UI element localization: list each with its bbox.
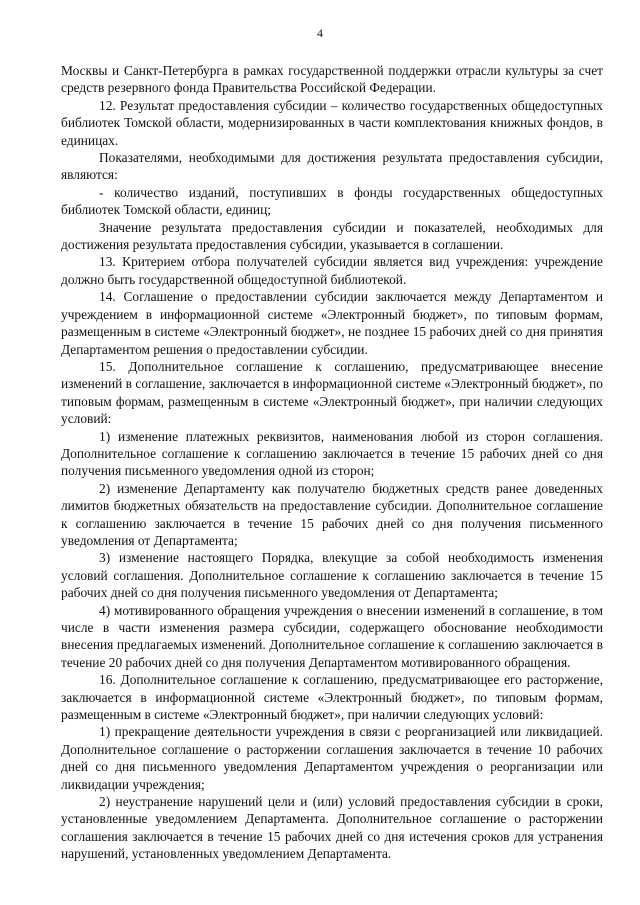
paragraph-p7: 15. Дополнительное соглашение к соглашению, предусматривающее внесение изменений в соглашение, заключается в информационной системе «Электронный бюджет», по типовым формам, размещенным в системе «Электронный бюджет», при наличии следующих условий:: [61, 358, 603, 427]
paragraph-p8: 1) изменение платежных реквизитов, наименования любой из сторон соглашения. Дополнительное соглашение к соглашению заключается в течение 15 рабочих дней со дня получения письменного уведомления одной из сторон;: [61, 428, 603, 479]
paragraph-p13: 1) прекращение деятельности учреждения в связи с реорганизацией или ликвидацией. Дополнительное соглашение о расторжении соглашения заключается в течение 10 рабочих дней со дня письменного уведомления Департаментом учреждения о реорганизации или ликвидации учреждения;: [61, 724, 603, 792]
paragraph-p9: 2) изменение Департаменту как получателю бюджетных средств ранее доведенных лимитов бюджетных обязательств на предоставление субсидии. Дополнительное соглашение к соглашению заключается в течение 15 рабочих дней со дня получения письменного уведомления от Департамента;: [61, 480, 603, 548]
paragraph-p11: 4) мотивированного обращения учреждения о внесении изменений в соглашение, в том числе в части изменения размера субсидии, содержащего обоснование необходимости внесения предлагаемых изменений. Дополнительное соглашение к соглашению заключается в течение 20 рабочих дней со дня получения Департаментом мотивированного обращения.: [61, 602, 603, 670]
paragraph-p3: - количество изданий, поступивших в фонды государственных общедоступных библиотек Томской области, единиц;: [61, 184, 603, 218]
paragraph-p12: 16. Дополнительное соглашение к соглашению, предусматривающее его расторжение, заключается в информационной системе «Электронный бюджет», по типовым формам, размещенным в системе «Электронный бюджет», при наличии следующих условий:: [61, 672, 603, 723]
document-body: [61, 62, 603, 863]
paragraph-p10: 3) изменение настоящего Порядка, влекущие за собой необходимость изменения условий соглашения. Дополнительное соглашение к соглашению заключается в течение 15 рабочих дней со дня получения письменного уведомления от Департамента;: [61, 550, 603, 601]
paragraph-p6: 14. Соглашение о предоставлении субсидии заключается между Департаментом и учреждением в информационной системе «Электронный бюджет», по типовым формам, размещенным в системе «Электронный бюджет», не позднее 15 рабочих дней со дня принятия Департаментом решения о предоставлении субсидии.: [61, 289, 603, 357]
page-number: 4: [317, 26, 323, 40]
paragraph-p5: 13. Критерием отбора получателей субсидии является вид учреждения: учреждение должно быть государственной общедоступной библиотекой.: [61, 254, 603, 287]
paragraph-p1: 12. Результат предоставления субсидии – количество государственных общедоступных библиотек Томской области, модернизированных в части комплектования книжных фондов, в единицах.: [61, 97, 603, 148]
paragraph-p4: Значение результата предоставления субсидии и показателей, необходимых для достижения результата предоставления субсидии, указывается в соглашении.: [61, 219, 603, 253]
paragraph-p0: Москвы и Санкт-Петербурга в рамках государственной поддержки отрасли культуры за счет средств резервного фонда Правительства Российской Федерации.: [61, 63, 603, 96]
paragraph-p2: Показателями, необходимыми для достижения результата предоставления субсидии, являются:: [61, 150, 603, 183]
paragraph-p14: 2) неустранение нарушений цели и (или) условий предоставления субсидии в сроки, установленные уведомлением Департамента. Дополнительное соглашение о расторжении соглашения заключается в течение 15 рабочих дней со дня истечения сроков для устранения нарушений, установленных уведомлением Департамента.: [61, 794, 603, 862]
